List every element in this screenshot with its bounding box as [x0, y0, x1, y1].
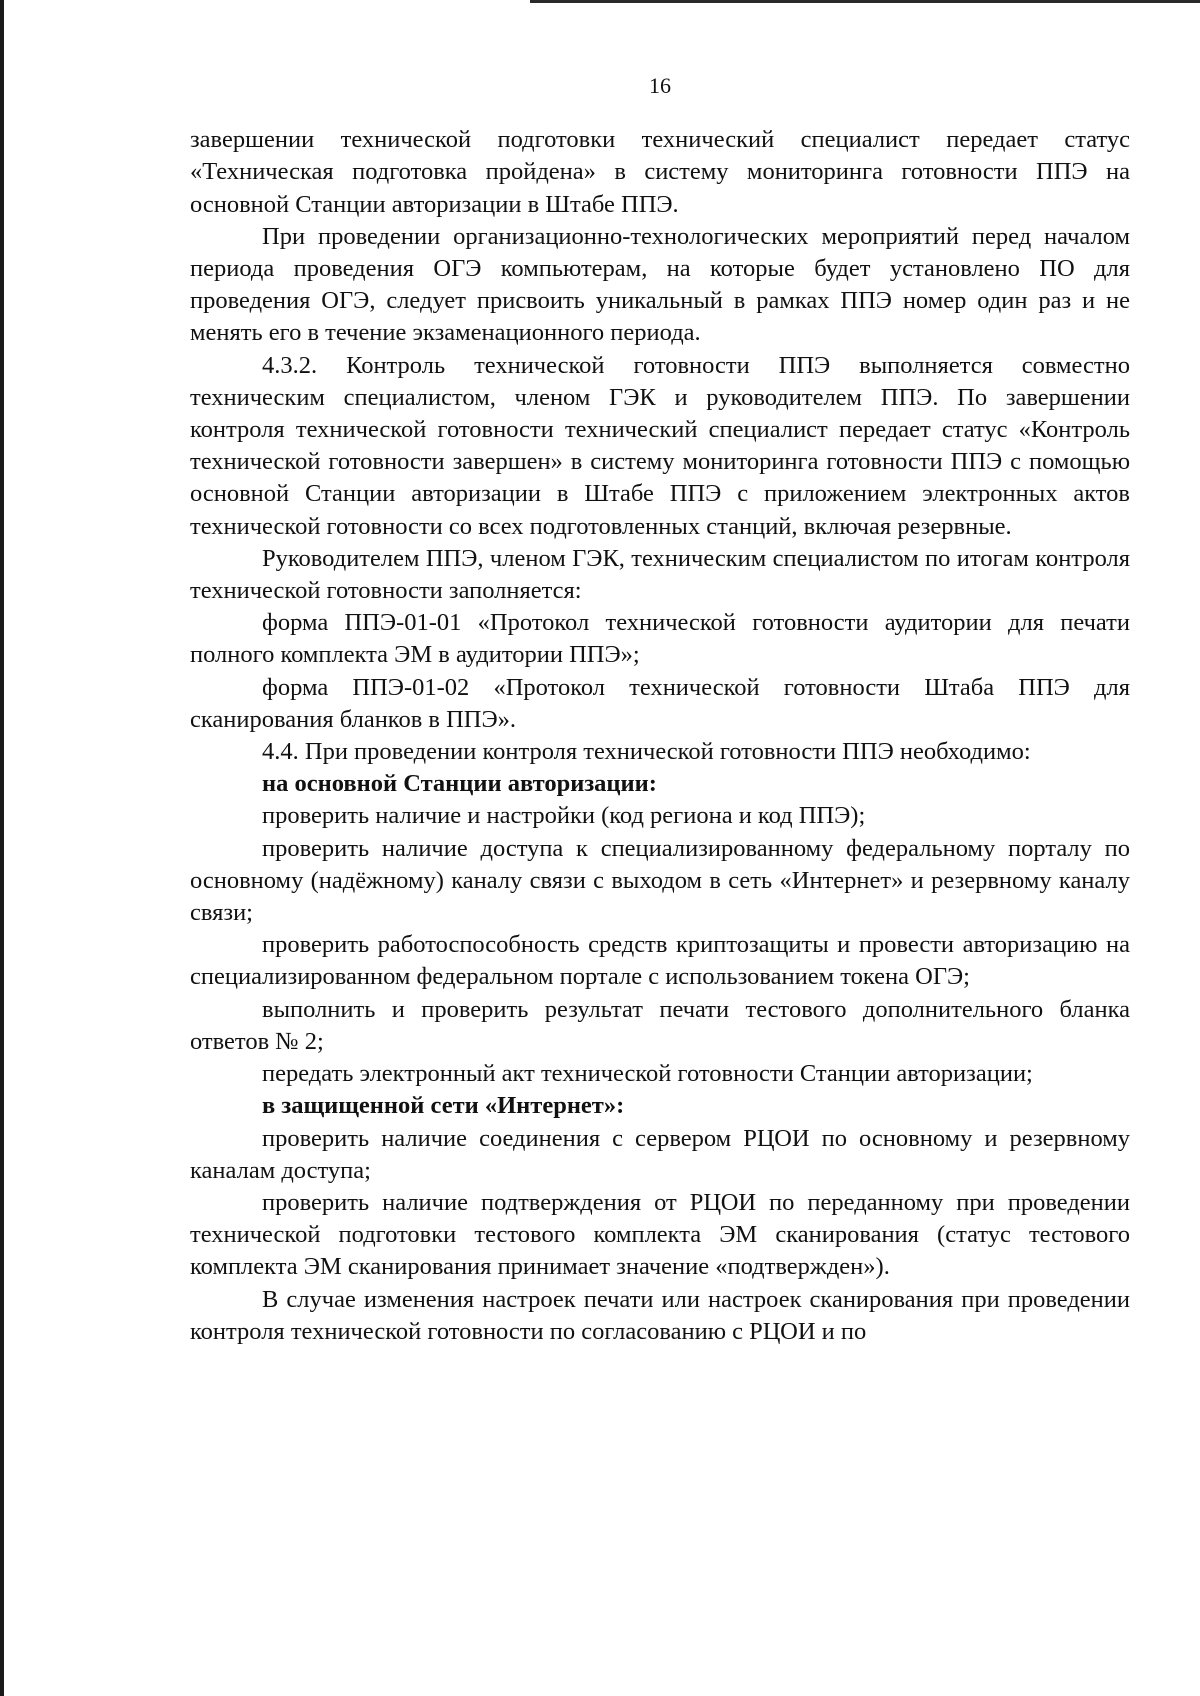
scan-edge-left [0, 0, 4, 1696]
paragraph: завершении технической подготовки технический специалист передает статус «Техническая подготовка пройдена» в систему мониторинга готовности ППЭ на основной Станции авторизации в Штабе ППЭ. [190, 126, 1130, 218]
section-heading: на основной Станции авторизации: [262, 770, 657, 798]
paragraph: Руководителем ППЭ, членом ГЭК, техническим специалистом по итогам контроля технической готовности заполняется: [190, 544, 1130, 605]
paragraph: форма ППЭ-01-01 «Протокол технической готовности аудитории для печати полного комплекта ЭМ в аудитории ППЭ»; [190, 609, 1130, 669]
paragraph: проверить наличие доступа к специализированному федеральному порталу по основному (надёжному) каналу связи с выходом в сеть «Интернет» и резервному каналу связи; [190, 834, 1130, 927]
scan-edge-top [530, 0, 1200, 3]
paragraph: передать электронный акт технической готовности Станции авторизации; [262, 1060, 1033, 1088]
paragraph: 4.4. При проведении контроля технической готовности ППЭ необходимо: [262, 738, 1031, 766]
document-body [190, 124, 1130, 1348]
paragraph: В случае изменения настроек печати или настроек сканирования при проведении контроля технической готовности по согласованию с РЦОИ и по [190, 1285, 1130, 1345]
paragraph: проверить наличие и настройки (код региона и код ППЭ); [262, 802, 866, 830]
document-page [190, 70, 1130, 1348]
paragraph: форма ППЭ-01-02 «Протокол технической готовности Штаба ППЭ для сканирования бланков в ППЭ». [190, 673, 1130, 733]
paragraph: При проведении организационно-технологических мероприятий перед началом периода проведения ОГЭ компьютерам, на которые будет установлено ПО для проведения ОГЭ, следует присвоить уникальный в рамках ППЭ номер один раз и не менять его в течение экзаменационного периода. [190, 222, 1130, 347]
page-number: 16 [649, 73, 671, 98]
paragraph: проверить работоспособность средств криптозащиты и провести авторизацию на специализированном федеральном портале с использованием токена ОГЭ; [190, 931, 1130, 991]
section-heading: в защищенной сети «Интернет»: [262, 1092, 625, 1120]
paragraph: проверить наличие соединения с сервером РЦОИ по основному и резервному каналам доступа; [190, 1124, 1130, 1184]
paragraph: проверить наличие подтверждения от РЦОИ по переданному при проведении технической подготовки тестового комплекта ЭМ сканирования (статус тестового комплекта ЭМ сканирования принимает значение «подтвержден»). [190, 1188, 1130, 1281]
paragraph: 4.3.2. Контроль технической готовности ППЭ выполняется совместно техническим специалистом, членом ГЭК и руководителем ППЭ. По завершении контроля технической готовности технический специалист передает статус «Контроль технической готовности завершен» в систему мониторинга готовности ППЭ с помощью основной Станции авторизации в Штабе ППЭ с приложением электронных актов технической готовности со всех подготовленных станций, включая резервные. [190, 351, 1130, 540]
paragraph: выполнить и проверить результат печати тестового дополнительного бланка ответов № 2; [190, 995, 1130, 1055]
